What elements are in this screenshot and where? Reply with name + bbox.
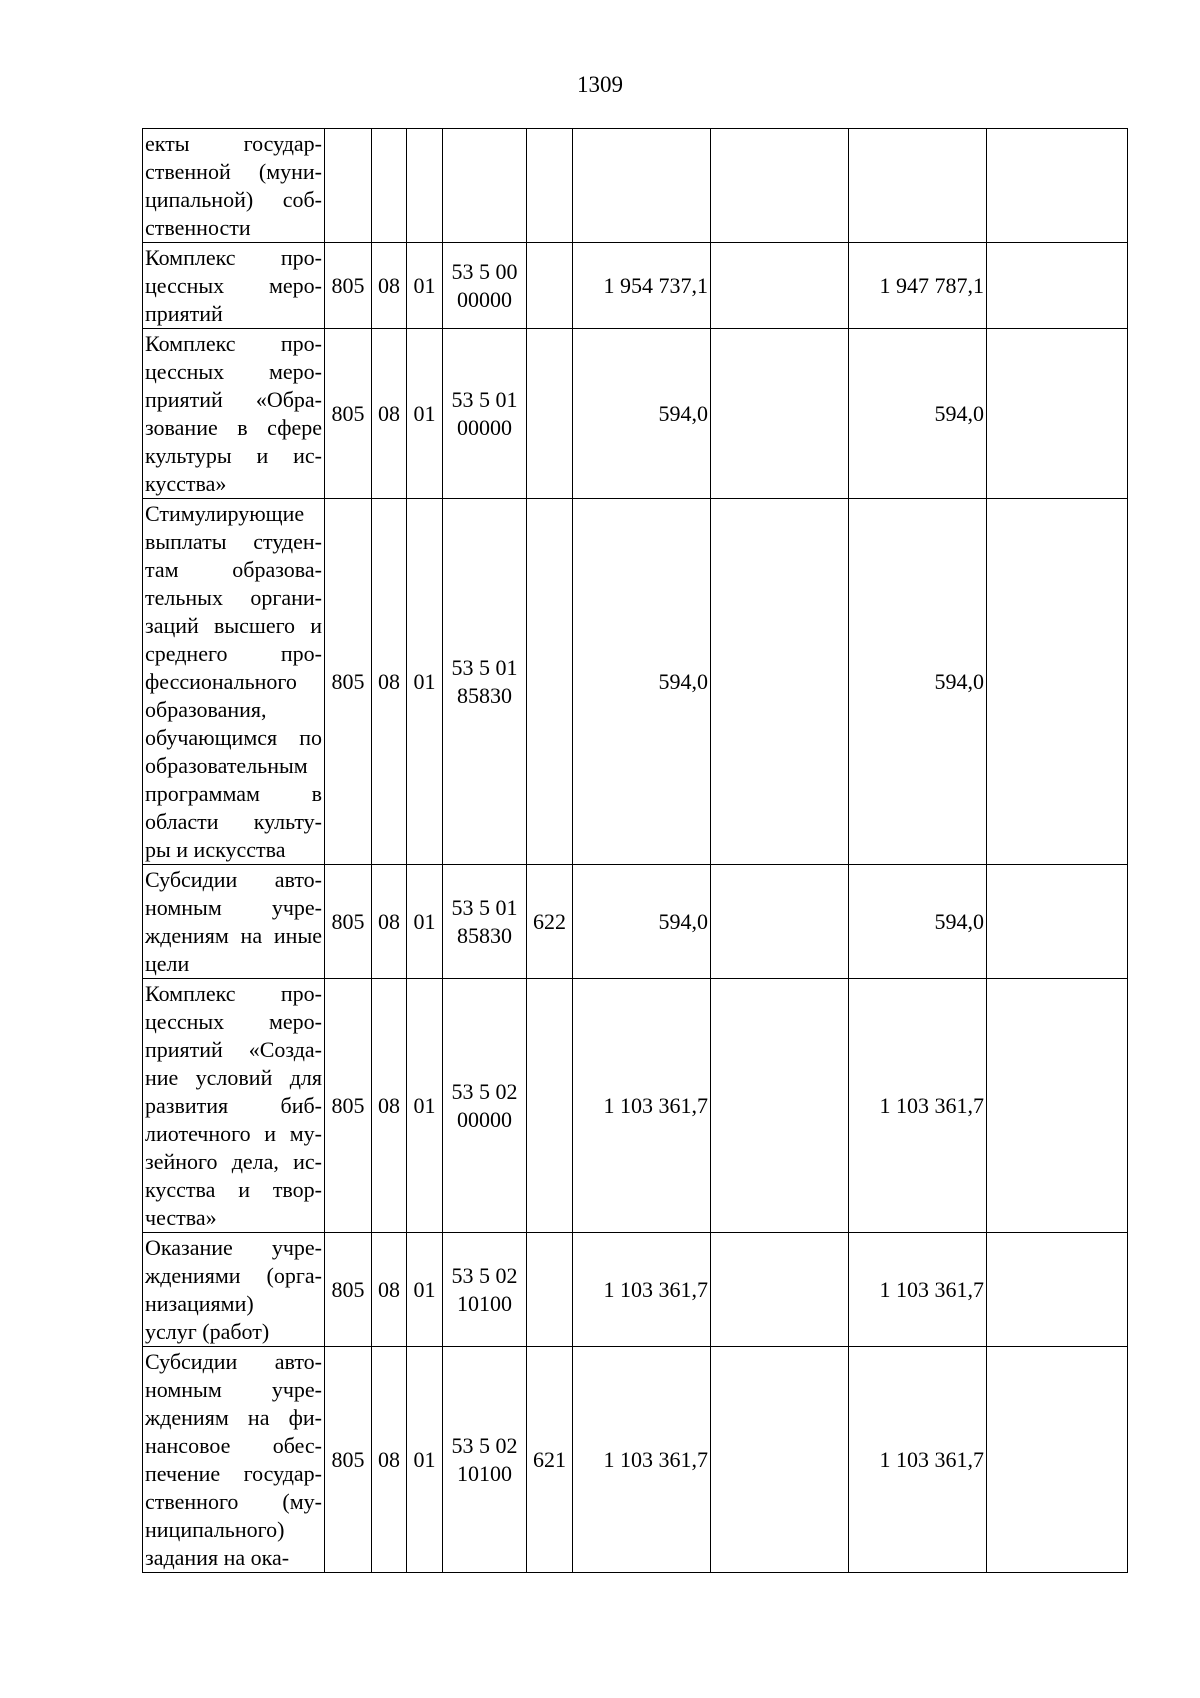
rz-cell [372,129,407,243]
amount-2024-cell: 1 954 737,1 [573,243,711,329]
csr-line: 53 5 02 [451,1078,518,1104]
amount-2024-cell: 594,0 [573,499,711,865]
amount-extra-cell [987,1347,1128,1573]
csr-line: 53 5 02 [451,1432,518,1458]
amount-2025-cell: 1 103 361,7 [849,1347,987,1573]
table-row [143,1347,1128,1573]
pr-cell: 01 [407,1233,443,1347]
row-name-cell [143,979,325,1233]
row-name-line: печение государ- [145,1460,322,1486]
csr-line: 85830 [457,682,512,708]
vr-cell [527,1233,573,1347]
amount-2025-cell: 1 103 361,7 [849,979,987,1233]
row-name-line: приятий [145,300,223,326]
ved-cell: 805 [325,243,372,329]
row-name-line: обучающимся по [145,724,322,750]
row-name-line: Комплекс про- [145,330,322,356]
csr-cell [443,329,527,499]
row-name-line: области культу- [145,808,322,834]
row-name-line: кусства» [145,470,227,496]
amount-empty-cell [711,979,849,1233]
amount-empty-cell [711,129,849,243]
ved-cell: 805 [325,865,372,979]
vr-cell [527,243,573,329]
row-name-line: ждениями (орга- [145,1262,322,1288]
row-name-cell [143,243,325,329]
amount-2025-cell: 1 103 361,7 [849,1233,987,1347]
ved-cell: 805 [325,329,372,499]
pr-cell: 01 [407,329,443,499]
csr-cell [443,499,527,865]
csr-line: 85830 [457,922,512,948]
csr-line: 10100 [457,1290,512,1316]
page-number: 1309 [577,72,623,97]
table-row [143,329,1128,499]
ved-cell: 805 [325,1233,372,1347]
table-row [143,1233,1128,1347]
csr-line: 53 5 01 [451,894,518,920]
row-name-line: ственности [145,214,251,240]
row-name-line: Стимулирующие [145,500,305,526]
csr-cell [443,1233,527,1347]
pr-cell: 01 [407,979,443,1233]
row-name-line: лиотечного и му- [145,1120,322,1146]
vr-cell [527,129,573,243]
row-name-line: Субсидии авто- [145,866,322,892]
row-name-line: номным учре- [145,894,322,920]
amount-empty-cell [711,329,849,499]
csr-line: 00000 [457,1106,512,1132]
row-name-line: зейного дела, ис- [145,1148,322,1174]
table-row [143,499,1128,865]
csr-line: 53 5 00 [451,258,518,284]
row-name-cell [143,129,325,243]
row-name-line: ниципального) [145,1516,285,1542]
amount-empty-cell [711,243,849,329]
row-name-line: Комплекс про- [145,244,322,270]
table-row [143,865,1128,979]
row-name-cell [143,329,325,499]
row-name-line: зование в сфере [145,414,322,440]
vr-cell: 622 [527,865,573,979]
row-name-line: там образова- [145,556,322,582]
amount-2024-cell: 1 103 361,7 [573,1347,711,1573]
row-name-line: выплаты студен- [145,528,322,554]
row-name-line: ственной (муни- [145,158,322,184]
csr-line: 53 5 02 [451,1262,518,1288]
row-name-line: среднего про- [145,640,322,666]
csr-cell [443,129,527,243]
amount-2025-cell: 594,0 [849,499,987,865]
vr-cell: 621 [527,1347,573,1573]
vr-cell [527,329,573,499]
row-name-line: цессных меро- [145,272,322,298]
row-name-line: услуг (работ) [145,1318,270,1344]
amount-extra-cell [987,243,1128,329]
amount-empty-cell [711,499,849,865]
ved-cell: 805 [325,1347,372,1573]
amount-2024-cell [573,129,711,243]
vr-cell [527,979,573,1233]
rz-cell: 08 [372,499,407,865]
amount-extra-cell [987,979,1128,1233]
row-name-cell [143,1233,325,1347]
row-name-line: ждениям на фи- [145,1404,322,1430]
csr-cell [443,979,527,1233]
amount-empty-cell [711,865,849,979]
row-name-cell [143,1347,325,1573]
table-row [143,243,1128,329]
csr-line: 53 5 01 [451,654,518,680]
row-name-line: Оказание учре- [145,1234,322,1260]
pr-cell: 01 [407,865,443,979]
row-name-line: развития биб- [145,1092,322,1118]
csr-cell [443,865,527,979]
csr-line: 10100 [457,1460,512,1486]
ved-cell: 805 [325,979,372,1233]
row-name-line: цели [145,950,190,976]
vr-cell [527,499,573,865]
amount-2025-cell [849,129,987,243]
row-name-line: ры и искусства [145,836,286,862]
ved-cell: 805 [325,499,372,865]
row-name-line: программам в [145,780,322,806]
row-name-line: екты государ- [145,130,322,156]
row-name-line: номным учре- [145,1376,322,1402]
row-name-line: Комплекс про- [145,980,322,1006]
row-name-line: цессных меро- [145,1008,322,1034]
amount-extra-cell [987,329,1128,499]
amount-empty-cell [711,1347,849,1573]
row-name-line: задания на ока- [145,1544,290,1570]
csr-line: 00000 [457,286,512,312]
amount-2024-cell: 594,0 [573,329,711,499]
csr-cell [443,1347,527,1573]
table-row [143,129,1128,243]
amount-2024-cell: 594,0 [573,865,711,979]
row-name-line: образовательным [145,752,308,778]
csr-cell [443,243,527,329]
rz-cell: 08 [372,243,407,329]
table-row [143,979,1128,1233]
pr-cell: 01 [407,1347,443,1573]
row-name-line: чества» [145,1204,217,1230]
row-name-line: кусства и твор- [145,1176,322,1202]
amount-empty-cell [711,1233,849,1347]
row-name-line: цессных меро- [145,358,322,384]
row-name-line: низациями) [145,1290,254,1316]
row-name-cell [143,499,325,865]
row-name-line: ние условий для [145,1064,322,1090]
row-name-cell [143,865,325,979]
row-name-line: культуры и ис- [145,442,322,468]
row-name-line: фессионального [145,668,297,694]
row-name-line: ципальной) соб- [145,186,322,212]
amount-extra-cell [987,129,1128,243]
amount-2024-cell: 1 103 361,7 [573,1233,711,1347]
row-name-line: приятий «Обра- [145,386,322,412]
pr-cell: 01 [407,499,443,865]
pr-cell [407,129,443,243]
amount-extra-cell [987,865,1128,979]
table-body [143,129,1128,1573]
csr-line: 53 5 01 [451,386,518,412]
rz-cell: 08 [372,1347,407,1573]
amount-2025-cell: 1 947 787,1 [849,243,987,329]
amount-2025-cell: 594,0 [849,865,987,979]
amount-extra-cell [987,499,1128,865]
csr-line: 00000 [457,414,512,440]
rz-cell: 08 [372,979,407,1233]
pr-cell: 01 [407,243,443,329]
rz-cell: 08 [372,865,407,979]
ved-cell [325,129,372,243]
rz-cell: 08 [372,1233,407,1347]
row-name-line: ственного (му- [145,1488,322,1514]
row-name-line: ждениям на иные [145,922,322,948]
budget-table [142,128,1128,1573]
amount-2025-cell: 594,0 [849,329,987,499]
amount-extra-cell [987,1233,1128,1347]
amount-2024-cell: 1 103 361,7 [573,979,711,1233]
row-name-line: приятий «Созда- [145,1036,322,1062]
rz-cell: 08 [372,329,407,499]
row-name-line: образования, [145,696,267,722]
row-name-line: тельных органи- [145,584,322,610]
row-name-line: заций высшего и [145,612,322,638]
row-name-line: Субсидии авто- [145,1348,322,1374]
row-name-line: нансовое обес- [145,1432,322,1458]
